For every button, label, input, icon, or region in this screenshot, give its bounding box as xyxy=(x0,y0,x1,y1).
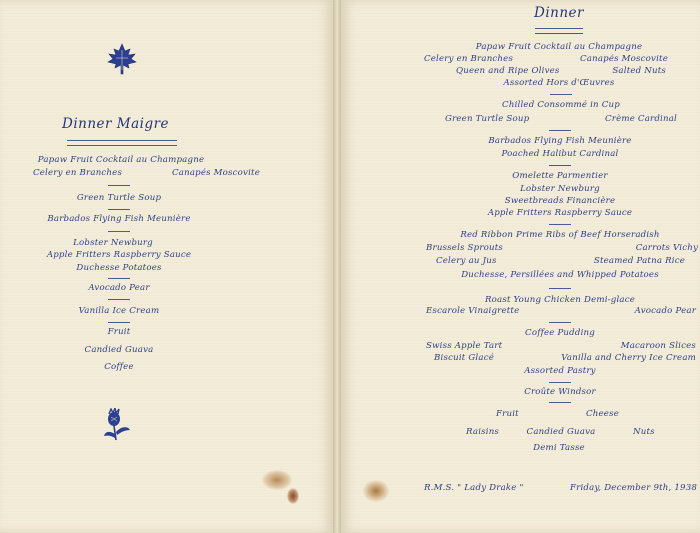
menu-line: Avocado Pear xyxy=(88,283,150,293)
title-double-rule xyxy=(535,28,583,34)
course-divider xyxy=(550,94,572,95)
menu-line: Vanilla Ice Cream xyxy=(78,306,160,316)
menu-line: Candied Guava xyxy=(84,345,154,355)
menu-line: Crème Cardinal xyxy=(605,114,677,124)
menu-line: Lobster Newburg xyxy=(520,184,600,194)
footer-ship-name: R.M.S. " Lady Drake " xyxy=(424,483,524,493)
menu-line: Escarole Vinaigrette xyxy=(426,306,520,316)
menu-line: Assorted Pastry xyxy=(524,366,596,376)
thistle-emblem-icon xyxy=(101,408,133,444)
footer-date: Friday, December 9th, 1938 xyxy=(570,483,698,493)
course-divider xyxy=(549,402,571,403)
menu-line: Papaw Fruit Cocktail au Champagne xyxy=(475,42,643,52)
menu-line: Salted Nuts xyxy=(612,66,666,76)
menu-line: Canapés Moscovite xyxy=(172,168,260,178)
menu-line: Celery en Branches xyxy=(33,168,123,178)
paper-stain xyxy=(363,480,389,502)
center-fold xyxy=(333,0,341,533)
title-double-rule xyxy=(67,140,177,146)
menu-line: Demi Tasse xyxy=(533,443,585,453)
menu-line: Avocado Pear xyxy=(634,306,696,316)
menu-line: Croûte Windsor xyxy=(524,387,596,397)
menu-line: Canapés Moscovite xyxy=(580,54,668,64)
course-divider xyxy=(549,382,571,383)
course-divider xyxy=(549,165,571,166)
menu-line: Biscuit Glacé xyxy=(434,353,494,363)
menu-line: Green Turtle Soup xyxy=(445,114,530,124)
left-menu-title: Dinner Maigre xyxy=(62,116,170,132)
menu-line: Barbados Flying Fish Meunière xyxy=(47,214,191,224)
right-menu-title: Dinner xyxy=(534,5,584,21)
menu-line: Papaw Fruit Cocktail au Champagne xyxy=(37,155,205,165)
menu-line: Red Ribbon Prime Ribs of Beef Horseradish xyxy=(460,230,660,240)
menu-line: Fruit xyxy=(107,327,131,337)
course-divider xyxy=(108,209,130,210)
menu-line: Apple Fritters Raspberry Sauce xyxy=(46,250,192,260)
left-page xyxy=(0,0,333,533)
menu-line: Vanilla and Cherry Ice Cream xyxy=(561,353,696,363)
menu-line: Cheese xyxy=(586,409,619,419)
menu-line: Brussels Sprouts xyxy=(426,243,504,253)
course-divider xyxy=(549,224,571,225)
menu-line: Celery en Branches xyxy=(424,54,514,64)
paper-stain xyxy=(262,470,292,490)
menu-line: Coffee xyxy=(104,362,134,372)
menu-line: Queen and Ripe Olives xyxy=(456,66,560,76)
menu-line: Assorted Hors d'Œuvres xyxy=(503,78,615,88)
menu-line: Sweetbreads Financière xyxy=(504,196,616,206)
course-divider xyxy=(549,322,571,323)
menu-line: Candied Guava xyxy=(526,427,596,437)
menu-line: Apple Fritters Raspberry Sauce xyxy=(487,208,633,218)
menu-line: Omelette Parmentier xyxy=(512,171,608,181)
menu-line: Lobster Newburg xyxy=(73,238,153,248)
menu-line: Celery au Jus xyxy=(436,256,497,266)
menu-line: Carrots Vichy xyxy=(635,243,698,253)
menu-line: Duchesse, Persillées and Whipped Potatoes xyxy=(461,270,659,280)
course-divider xyxy=(549,288,571,289)
menu-line: Raisins xyxy=(466,427,500,437)
menu-line: Poached Halibut Cardinal xyxy=(501,149,619,159)
menu-line: Macaroon Slices xyxy=(620,341,696,351)
menu-line: Nuts xyxy=(633,427,655,437)
menu-line: Fruit xyxy=(496,409,519,419)
menu-line: Green Turtle Soup xyxy=(76,193,162,203)
maple-leaf-emblem-icon xyxy=(106,42,138,76)
paper-stain xyxy=(287,488,299,504)
course-divider xyxy=(549,130,571,131)
menu-line: Roast Young Chicken Demi-glace xyxy=(484,295,636,305)
menu-line: Chilled Consommé in Cup xyxy=(502,100,620,110)
course-divider xyxy=(108,231,130,232)
menu-line: Swiss Apple Tart xyxy=(426,341,503,351)
menu-line: Steamed Patna Rice xyxy=(593,256,685,266)
course-divider xyxy=(108,322,130,323)
right-page xyxy=(341,0,700,533)
menu-line: Barbados Flying Fish Meunière xyxy=(488,136,632,146)
menu-line: Coffee Pudding xyxy=(525,328,595,338)
course-divider xyxy=(108,185,130,186)
menu-line: Duchesse Potatoes xyxy=(76,263,162,273)
course-divider xyxy=(108,278,130,279)
course-divider xyxy=(108,299,130,300)
